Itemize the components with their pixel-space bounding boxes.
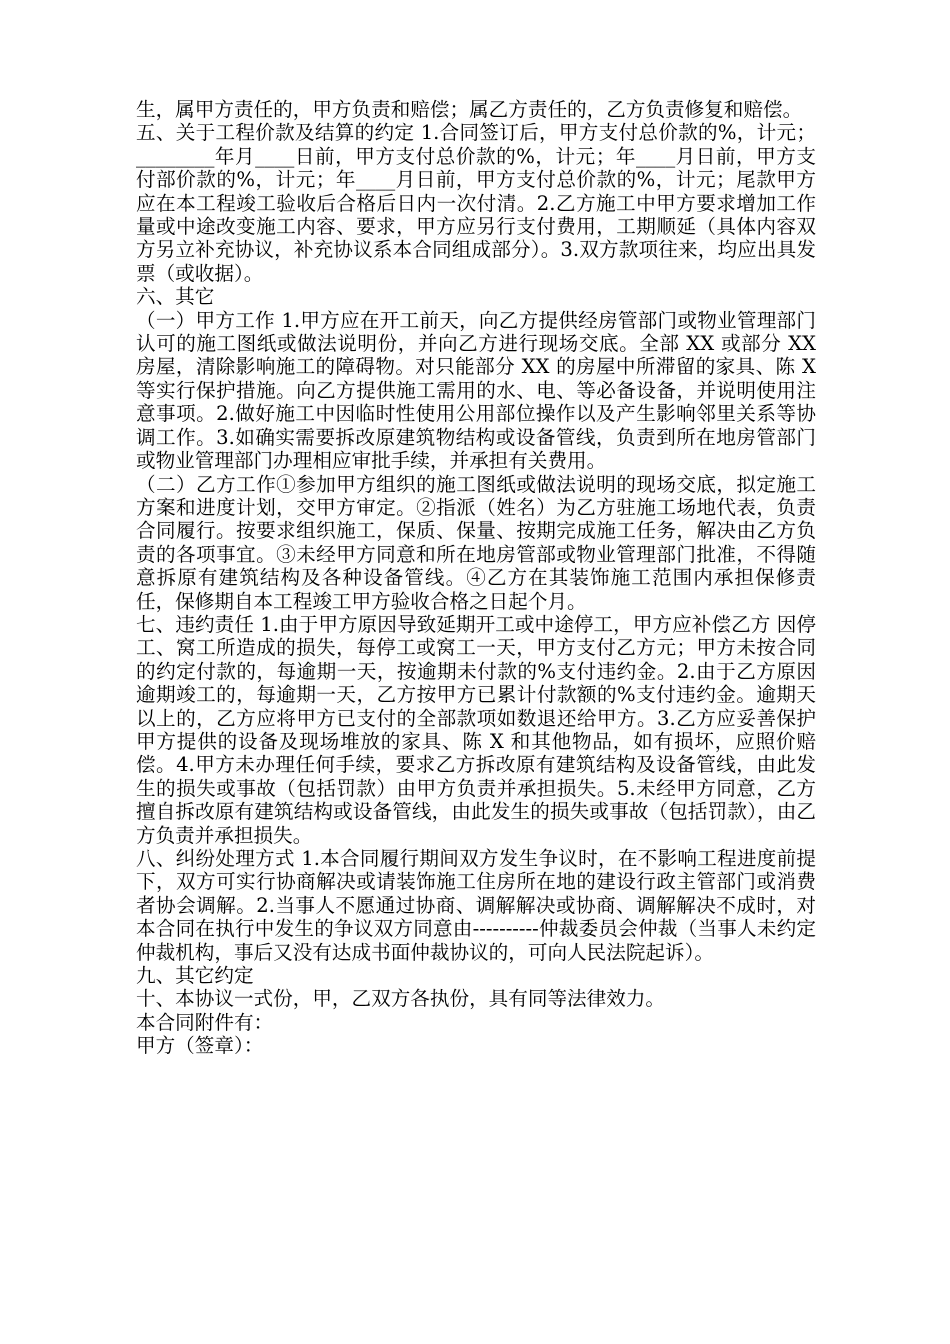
attachments-label: 本合同附件有： <box>136 1010 274 1034</box>
paragraph-section-8-disputes: 八、纠纷处理方式 1.本合同履行期间双方发生争议时，在不影响工程进度前提下，双方可实行协商解决或请装饰施工住房所在地的建设行政主管部门或消费者协会调解。2.当事人不愿通过协商、调解解决或协商、调解解决不成时，对本合同在执行中发生的争议双方同意由----------仲裁委员会仲裁（当事人未约定仲裁机构，事后又没有达成书面仲裁协议的，可向人民法院起诉）。 <box>136 847 816 964</box>
paragraph-section-10-copies: 十、本协议一式份，甲，乙双方各执份，具有同等法律效力。 <box>136 987 666 1011</box>
party-a-signature-label: 甲方（签章）： <box>136 1034 264 1058</box>
paragraph-section-5-payment: 五、关于工程价款及结算的约定 1.合同签订后，甲方支付总价款的%，计元；________年月____日前，甲方支付总价款的%，计元；年____月日前，甲方支付部价款的%，计元；年____月日前，甲方支付总价款的%，计元；尾款甲方应在本工程竣工验收后合格后日内一次付清。2.乙方施工中甲方要求增加工作量或中途改变施工内容、要求，甲方应另行支付费用，工期顺延（具体内容双方另立补充协议，补充协议系本合同组成部分）。3.双方款项往来，均应出具发票（或收据）。 <box>136 121 816 285</box>
paragraph-party-a-duties: （一）甲方工作 1.甲方应在开工前天，向乙方提供经房管部门或物业管理部门认可的施工图纸或做法说明份，并向乙方进行现场交底。全部 XX 或部分 XX 房屋，清除影响施工的障碍物。对只能部分 XX 的房屋中所滞留的家具、陈 X 等实行保护措施。向乙方提供施工需用的水、电、等必备设备，并说明使用注意事项。2.做好施工中因临时性使用公用部位操作以及产生影响邻里关系等协调工作。3.如确实需要拆改原建筑物结构或设备管线，负责到所在地房管部门或物业管理部门办理相应审批手续，并承担有关费用。 <box>136 308 816 473</box>
document-page <box>136 98 816 1058</box>
heading-section-6-other: 六、其它 <box>136 285 215 309</box>
heading-section-9-other-terms: 九、其它约定 <box>136 964 254 988</box>
paragraph-party-b-duties: （二）乙方工作①参加甲方组织的施工图纸或做法说明的现场交底，拟定施工方案和进度计划，交甲方审定。②指派（姓名）为乙方驻施工场地代表，负责合同履行。按要求组织施工，保质、保量、按期完成施工任务，解决由乙方负责的各项事宜。③未经甲方同意和所在地房管部或物业管理部门批准，不得随意拆原有建筑结构及各种设备管线。④乙方在其装饰施工范围内承担保修责任，保修期自本工程竣工甲方验收合格之日起个月。 <box>136 472 816 613</box>
paragraph-section-continuation: 生，属甲方责任的，甲方负责和赔偿；属乙方责任的，乙方负责修复和赔偿。 <box>136 98 803 121</box>
paragraph-section-7-liability: 七、违约责任 1.由于甲方原因导致延期开工或中途停工，甲方应补偿乙方 因停工、窝工所造成的损失，每停工或窝工一天，甲方支付乙方元；甲方未按合同的约定付款的，每逾期一天，按逾期未付款的%支付违约金。2.由于乙方原因逾期竣工的，每逾期一天，乙方按甲方已累计付款额的%支付违约金。逾期天以上的，乙方应将甲方已支付的全部款项如数退还给甲方。3.乙方应妥善保护甲方提供的设备及现场堆放的家具、陈 X 和其他物品，如有损坏，应照价赔偿。4.甲方未办理任何手续，要求乙方拆改原有建筑结构及设备管线，由此发生的损失或事故（包括罚款）由甲方负责并承担损失。5.未经甲方同意，乙方擅自拆改原有建筑结构或设备管线，由此发生的损失或事故（包括罚款），由乙方负责并承担损失。 <box>136 612 816 847</box>
